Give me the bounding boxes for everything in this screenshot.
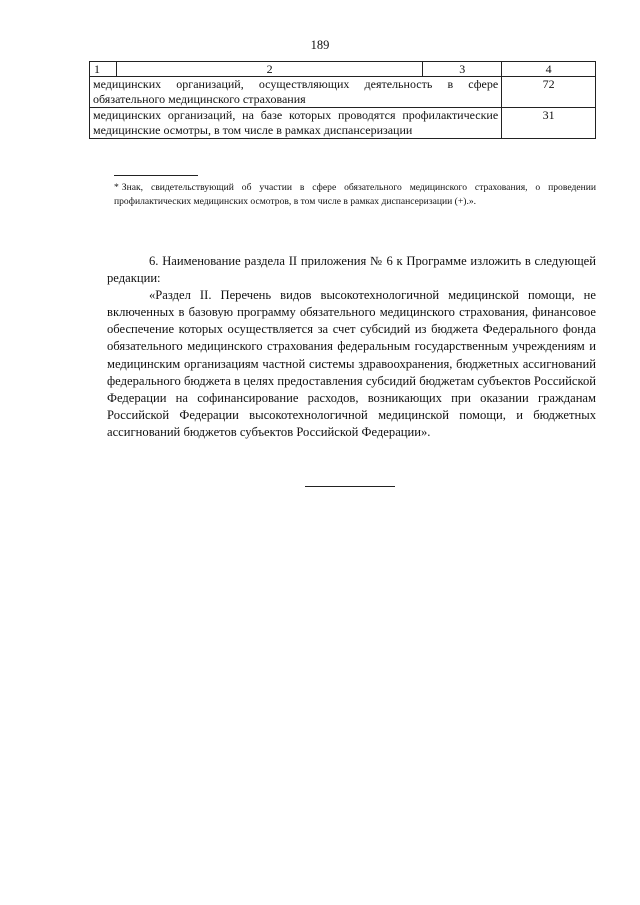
table-row [90, 77, 596, 108]
table-header-col-2: 2 [116, 62, 422, 77]
footnote [114, 181, 596, 208]
page-number: 189 [310, 38, 330, 52]
footnote-text: Знак, свидетельствующий об участии в сфере обязательного медицинского страхования, о проведении профилактических медицинских осмотров, в том числе в рамках диспансеризации (+).». [114, 182, 596, 207]
table-header-row [90, 62, 596, 77]
table-header-col-4: 4 [502, 62, 596, 77]
table-header-col-1: 1 [90, 62, 117, 77]
table-row [90, 108, 596, 139]
table-row-text: медицинских организаций, на базе которых проводятся профилактические медицинские осмотры, в том числе в рамках диспансеризации [90, 108, 502, 139]
paragraph-amendment: 6. Наименование раздела II приложения № 6 к Программе изложить в следующей редакции: [107, 254, 596, 286]
footnote-separator [114, 175, 198, 176]
data-table [89, 61, 596, 139]
footnote-mark: * [114, 182, 119, 193]
table-row-text: медицинских организаций, осуществляющих деятельность в сфере обязательного медицинского страхования [90, 77, 502, 108]
table-row-value: 72 [502, 77, 596, 108]
paragraph-section-title: «Раздел II. Перечень видов высокотехнологичной медицинской помощи, не включенных в базовую программу обязательного медицинского страхования, финансовое обеспечение которых осуществляется за счет субсидий из бюджета Федерального фонда обязательного медицинского страхования федеральным государственным учреждениям и медицинским организациям частной системы здравоохранения, бюджетных ассигнований федерального бюджета в целях предоставления субсидий бюджетам субъектов Российской Федерации на софинансирование расходов, возникающих при оказании гражданам Российской Федерации высокотехнологичной медицинской помощи, и бюджетных ассигнований бюджетов субъектов Российской Федерации». [107, 288, 596, 439]
table-row-value: 31 [502, 108, 596, 139]
table-header-col-3: 3 [423, 62, 502, 77]
body-text [107, 253, 596, 441]
end-separator [305, 486, 395, 487]
